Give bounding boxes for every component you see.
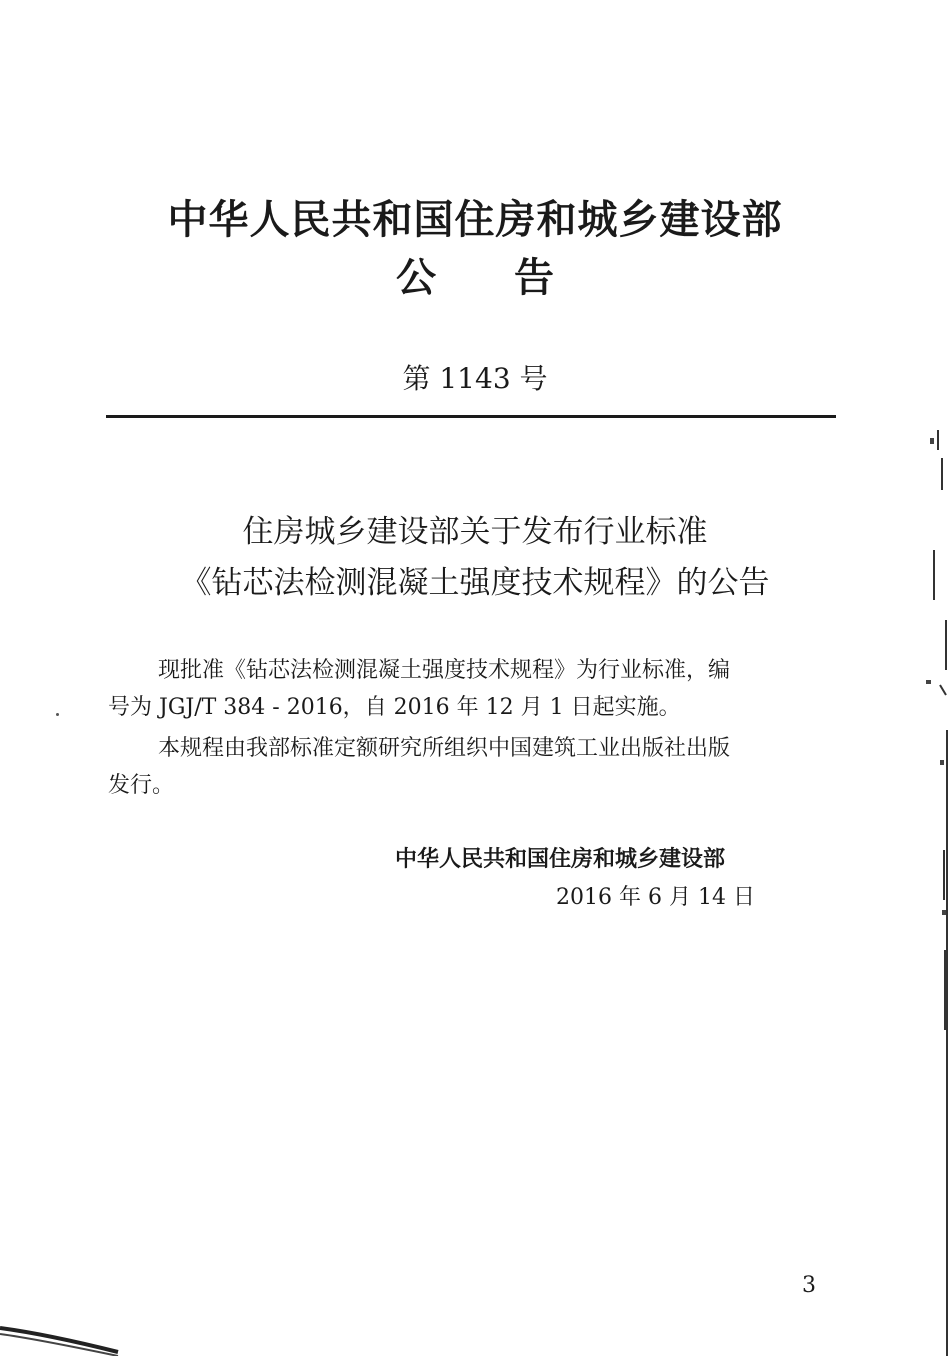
signature-issuer: 中华人民共和国住房和城乡建设部 [395, 847, 726, 872]
body-paragraph-1-line-1: 现批准《钻芯法检测混凝土强度技术规程》为行业标准，编 [158, 658, 731, 683]
headline-line-2: 《钻芯法检测混凝土强度技术规程》的公告 [180, 565, 770, 601]
scan-speck [56, 713, 59, 716]
announcement-number: 第 1143 号 [402, 362, 548, 395]
header-divider [106, 415, 836, 418]
signature-date: 2016 年 6 月 14 日 [556, 885, 755, 910]
body-paragraph-2-line-2: 发行。 [108, 773, 175, 798]
scan-edge-artifact [920, 430, 950, 1356]
scan-corner-artifact [0, 1310, 130, 1356]
document-type-heading: 公告 [396, 255, 632, 301]
issuer-title: 中华人民共和国住房和城乡建设部 [167, 197, 783, 243]
headline-line-1: 住房城乡建设部关于发布行业标准 [242, 514, 708, 550]
body-paragraph-1-line-2: 号为 JGJ/T 384 - 2016，自 2016 年 12 月 1 日起实施。 [108, 695, 681, 720]
page-number: 3 [802, 1273, 816, 1298]
body-paragraph-2-line-1: 本规程由我部标准定额研究所组织中国建筑工业出版社出版 [158, 736, 731, 761]
